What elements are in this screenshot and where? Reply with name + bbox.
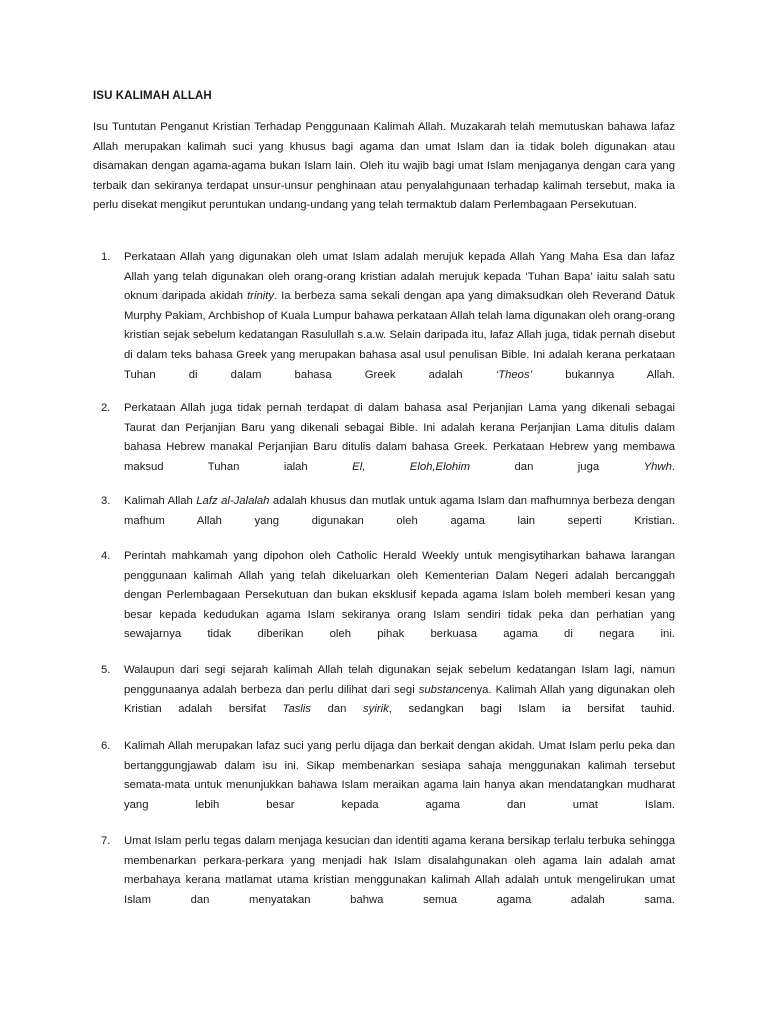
intro-paragraph: Isu Tuntutan Penganut Kristian Terhadap Penggunaan Kalimah Allah. Muzakarah telah memutuskan bahawa lafaz Allah merupakan kalimah suci yang khusus bagi agama dan umat Islam dan ia tidak boleh digunakan atau disamakan dengan agama-agama bukan Islam lain. Oleh itu wajib bagi umat Islam menjaganya dengan cara yang terbaik dan sekiranya terdapat unsur-unsur penghinaan atau penyalahgunaan terhadap kalimah tersebut, maka ia perlu disekat mengikut peruntukan undang-undang yang telah termaktub dalam Perlembagaan Persekutuan. [93,121,675,212]
list-item-number: 4. [101,550,111,562]
list-item-number: 1. [101,251,111,263]
list-item-text: Perkataan Allah juga tidak pernah terdapat di dalam bahasa asal Perjanjian Lama yang dikenali sebagai Taurat dan Perjanjian Baru yang dikenali sebagai Bible. Ini adalah kerana Perjanjian Lama ditulis dalam bahasa Hebrew manakal Perjanjian Baru ditulis dalam bahasa Greek. Perkataan Hebrew yang membawa maksud Tuhan ialah El, Eloh,Elohim dan juga Yhwh. [124,402,675,473]
list-item-text: Umat Islam perlu tegas dalam menjaga kesucian dan identiti agama kerana bersikap terlalu terbuka sehingga membenarkan perkara-perkara yang menjadi hak Islam disalahgunakan oleh agama lain adalah amat merbahaya kerana matlamat utama kristian menggunakan kalimah Allah adalah untuk mengelirukan umat Islam dan menyatakan bahwa semua agama adalah sama. [124,835,675,906]
list-item-number: 7. [101,835,111,847]
list-item-number: 5. [101,664,111,676]
list-item-number: 6. [101,740,111,752]
list-item-text: Perkataan Allah yang digunakan oleh umat Islam adalah merujuk kepada Allah Yang Maha Esa dan lafaz Allah yang telah digunakan oleh orang-orang kristian adalah merujuk kepada ‘Tuhan Bapa’ iaitu salah satu oknum daripada akidah trinity. Ia berbeza sama sekali dengan apa yang dimaksudkan oleh Reverand Datuk Murphy Pakiam, Archbishop of Kuala Lumpur bahawa perkataan Allah telah lama digunakan oleh orang-orang kristian sejak sebelum kedatangan Rasulullah s.a.w. Selain daripada itu, lafaz Allah juga, tidak pernah disebut di dalam teks bahasa Greek yang merupakan bahasa asal usul penulisan Bible. Ini adalah kerana perkataan Tuhan di dalam bahasa Greek adalah ‘Theos’ bukannya Allah. [124,251,675,381]
list-item-text: Kalimah Allah merupakan lafaz suci yang perlu dijaga dan berkait dengan akidah. Umat Islam perlu peka dan bertanggungjawab dalam isu ini. Sikap membenarkan sesiapa sahaja menggunakan kalimah tersebut semata-mata untuk menunjukkan bahawa Islam meraikan agama lain hanya akan mendatangkan mudharat yang lebih besar kepada agama dan umat Islam. [124,740,675,811]
list-item-text: Kalimah Allah Lafz al-Jalalah adalah khusus dan mutlak untuk agama Islam dan mafhumnya berbeza dengan mafhum Allah yang digunakan oleh agama lain seperti Kristian. [124,495,675,527]
list-item-number: 2. [101,402,111,414]
document-title: ISU KALIMAH ALLAH [93,90,212,102]
list-item-number: 3. [101,495,111,507]
list-item-text: Perintah mahkamah yang dipohon oleh Catholic Herald Weekly untuk mengisytiharkan bahawa larangan penggunaan kalimah Allah yang telah dikeluarkan oleh Kementerian Dalam Negeri adalah bercanggah dengan Perlembagaan Persekutuan dan bukan eksklusif kepada agama Islam boleh memberi kesan yang besar kepada kedudukan agama Islam sekiranya orang Islam sendiri tidak peka dan perhatian yang sewajarnya tidak diberikan oleh pihak berkuasa agama di negara ini. [124,550,675,641]
list-item-text: Walaupun dari segi sejarah kalimah Allah telah digunakan sejak sebelum kedatangan Islam lagi, namun penggunaanya adalah berbeza dan perlu dilihat dari segi substancenya. Kalimah Allah yang digunakan oleh Kristian adalah bersifat Taslis dan syirik, sedangkan bagi Islam ia bersifat tauhid. [124,664,675,716]
